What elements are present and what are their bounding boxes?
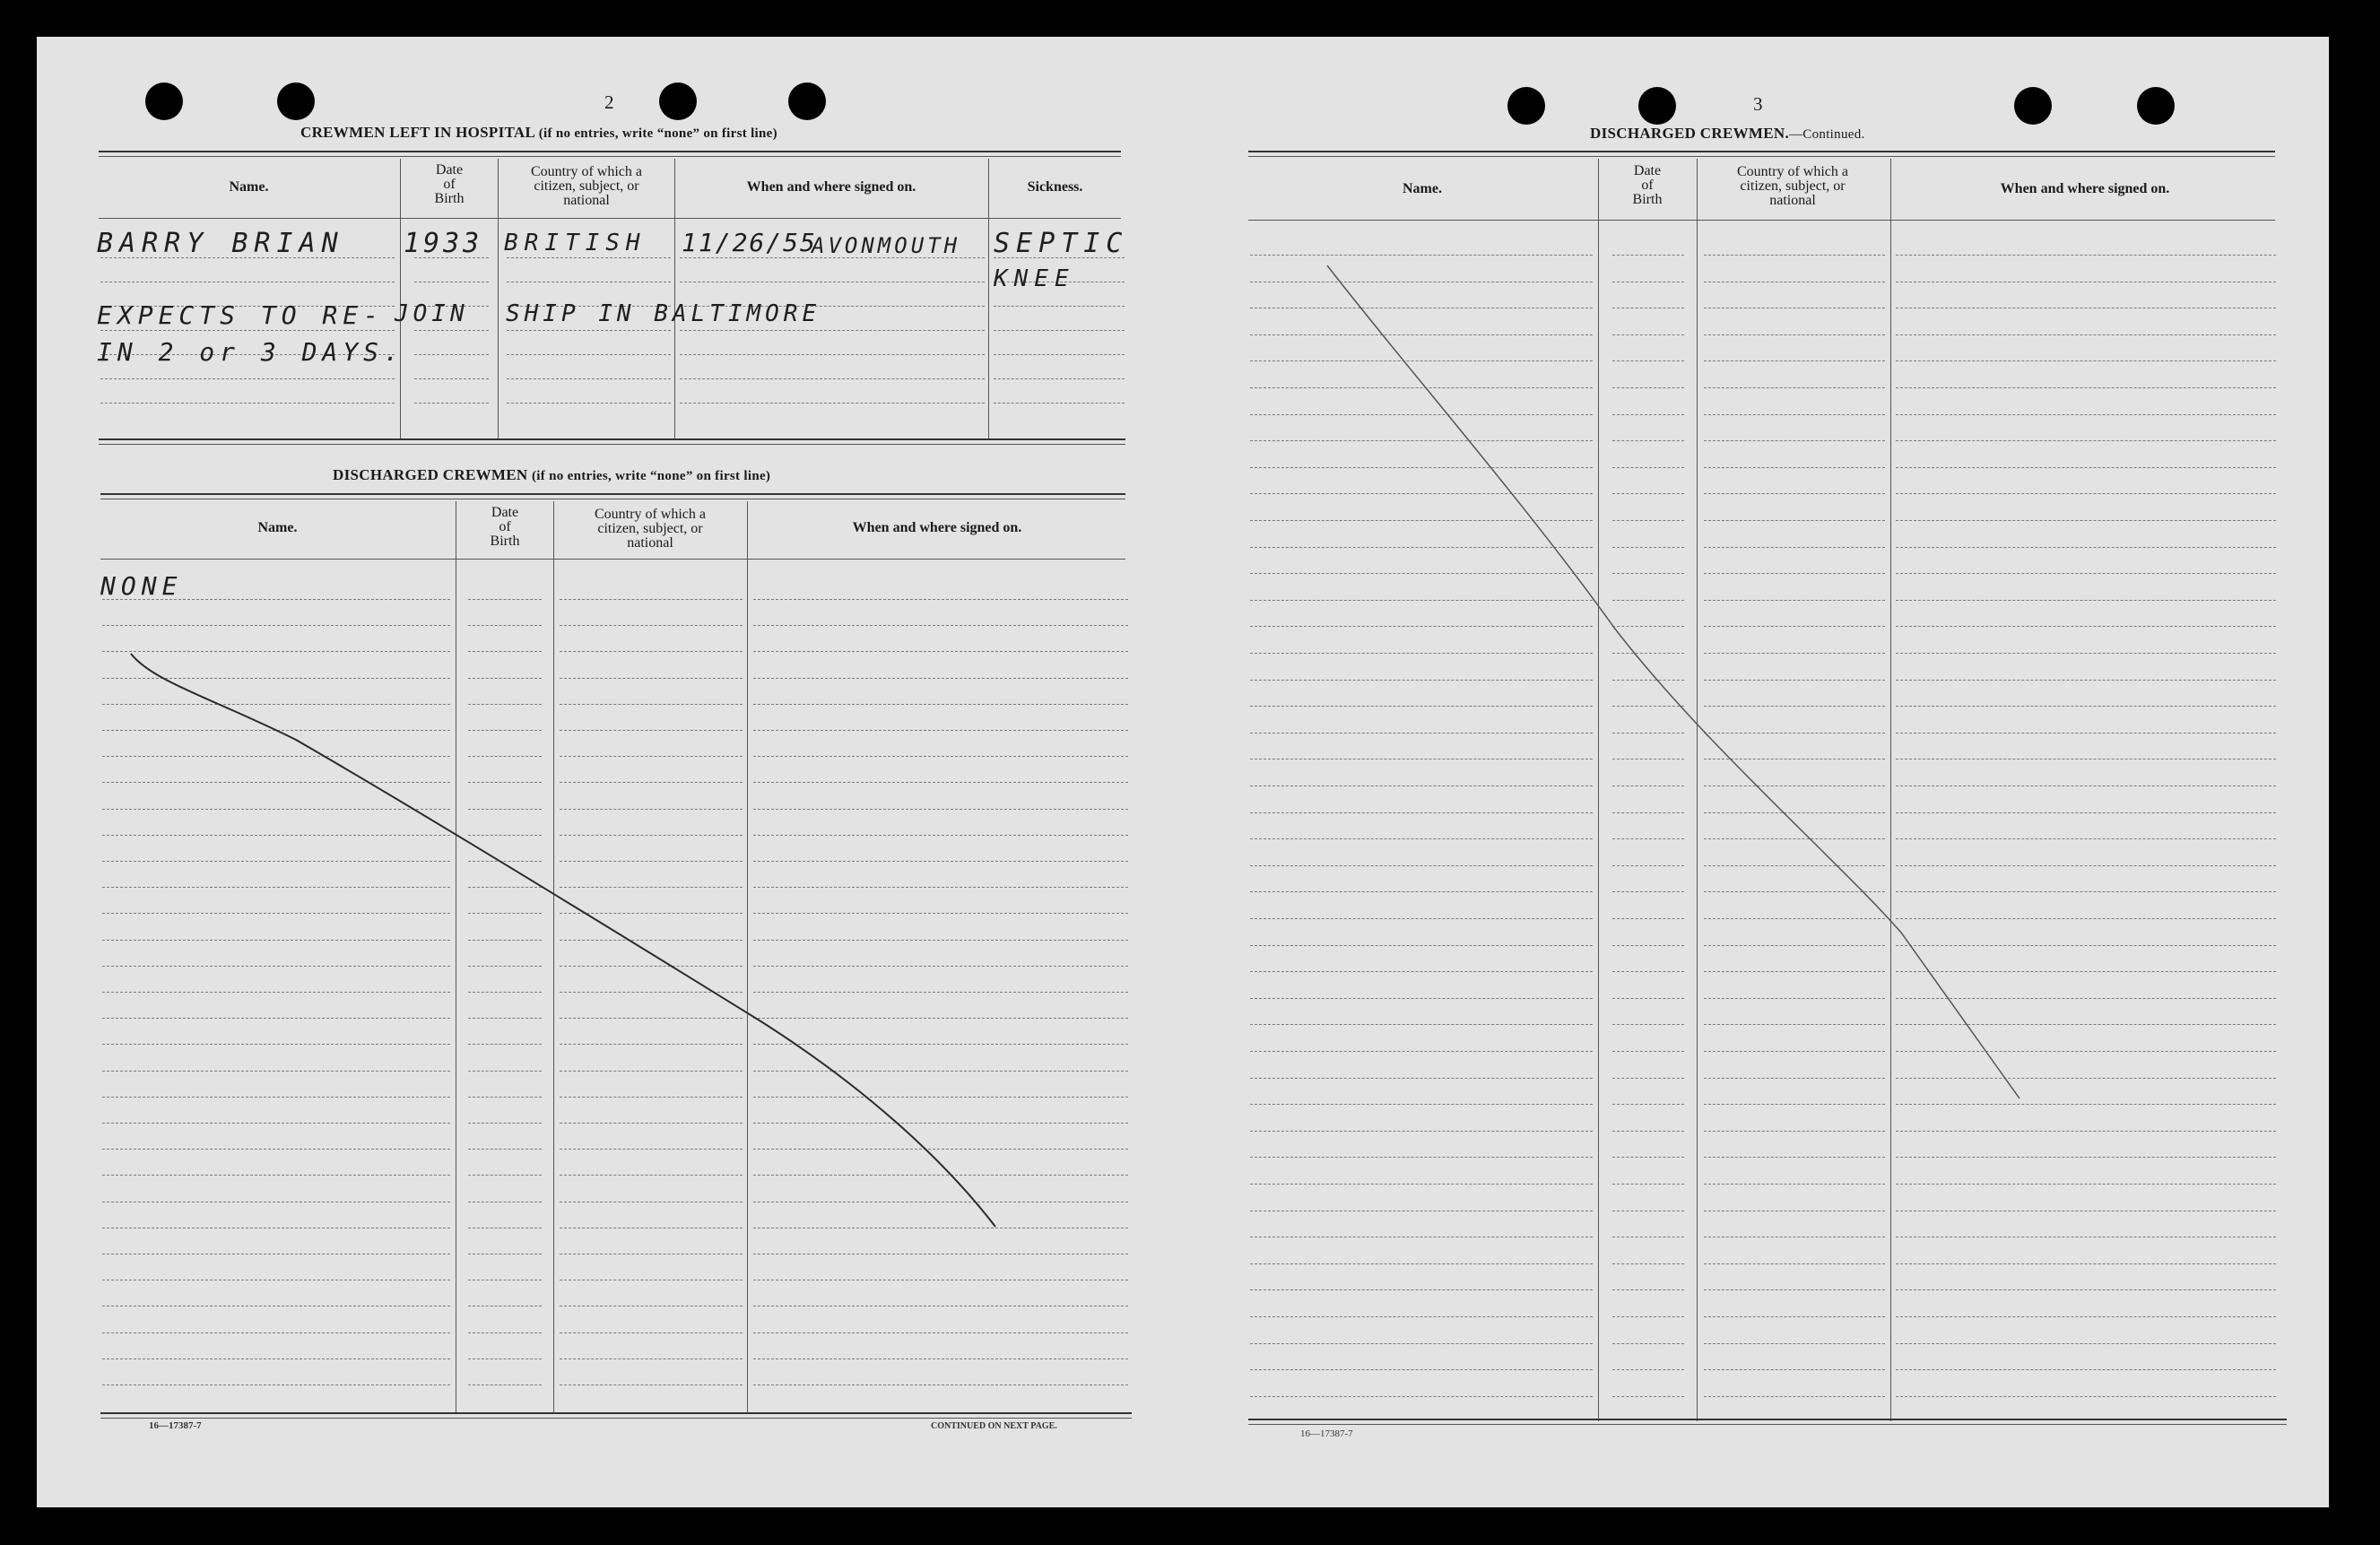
page-number: 3	[1753, 93, 1763, 115]
strike-line	[131, 654, 995, 1227]
handwritten-sickness: SEPTIC	[994, 228, 1129, 259]
header-line: national	[627, 535, 673, 551]
handwritten-date-signed: 11/26/55	[682, 228, 817, 257]
column-header-name: Name.	[229, 179, 269, 195]
form-number: 16—17387-7	[149, 1420, 202, 1431]
section-note: (if no entries, write “none” on first line)	[538, 126, 777, 141]
header-line: Birth	[490, 534, 520, 549]
column-header-signed-on: When and where signed on.	[852, 520, 1022, 535]
handwritten-note: EXPECTS TO RE-	[97, 300, 385, 330]
handwritten-dob: 1933	[404, 228, 483, 259]
header-line: Birth	[434, 191, 465, 206]
header-line: Country of which a	[595, 507, 706, 522]
handwritten-port-signed: AVONMOUTH	[812, 233, 961, 258]
header-line: Date	[435, 162, 464, 178]
strike-line	[1327, 265, 2020, 1098]
header-line: national	[563, 193, 610, 208]
handwritten-none: NONE	[100, 571, 183, 601]
handwritten-note: JOIN	[395, 300, 469, 327]
header-line: Birth	[1632, 192, 1663, 207]
header-line: citizen, subject, or	[597, 521, 703, 536]
handwritten-name: BARRY BRIAN	[97, 228, 344, 259]
section-note: (if no entries, write “none” on first line)	[532, 469, 771, 483]
column-header-signed-on: When and where signed on.	[746, 179, 916, 195]
header-line: citizen, subject, or	[1740, 178, 1846, 194]
header-line: Country of which a	[1737, 164, 1848, 179]
header-line: of	[443, 177, 456, 192]
header-line: Date	[491, 505, 519, 520]
page-number: 2	[604, 91, 614, 113]
header-line: of	[1641, 178, 1654, 193]
column-header-name: Name.	[257, 520, 298, 535]
form-number: 16—17387-7	[1300, 1428, 1353, 1439]
section-title-text: CREWMEN LEFT IN HOSPITAL	[300, 124, 535, 141]
handwritten-country: BRITISH	[504, 230, 647, 256]
header-line: Date	[1633, 163, 1662, 178]
header-line: of	[499, 519, 511, 534]
section-title-text: DISCHARGED CREWMEN.	[1590, 125, 1789, 142]
column-header-name: Name.	[1403, 181, 1442, 196]
column-header-sickness: Sickness.	[1027, 179, 1083, 195]
section-title-text: DISCHARGED CREWMEN	[333, 466, 528, 483]
header-line: Country of which a	[531, 164, 642, 179]
handwritten-note: SHIP IN BALTIMORE	[506, 300, 821, 327]
section-title-suffix: —Continued.	[1789, 127, 1865, 142]
header-line: citizen, subject, or	[534, 178, 639, 194]
continued-note: CONTINUED ON NEXT PAGE.	[931, 1421, 1057, 1431]
handwritten-note: IN 2 or 3 DAYS.	[97, 337, 404, 367]
handwritten-sickness: KNEE	[994, 265, 1075, 292]
header-line: national	[1769, 193, 1816, 208]
column-header-signed-on: When and where signed on.	[2000, 181, 2170, 196]
